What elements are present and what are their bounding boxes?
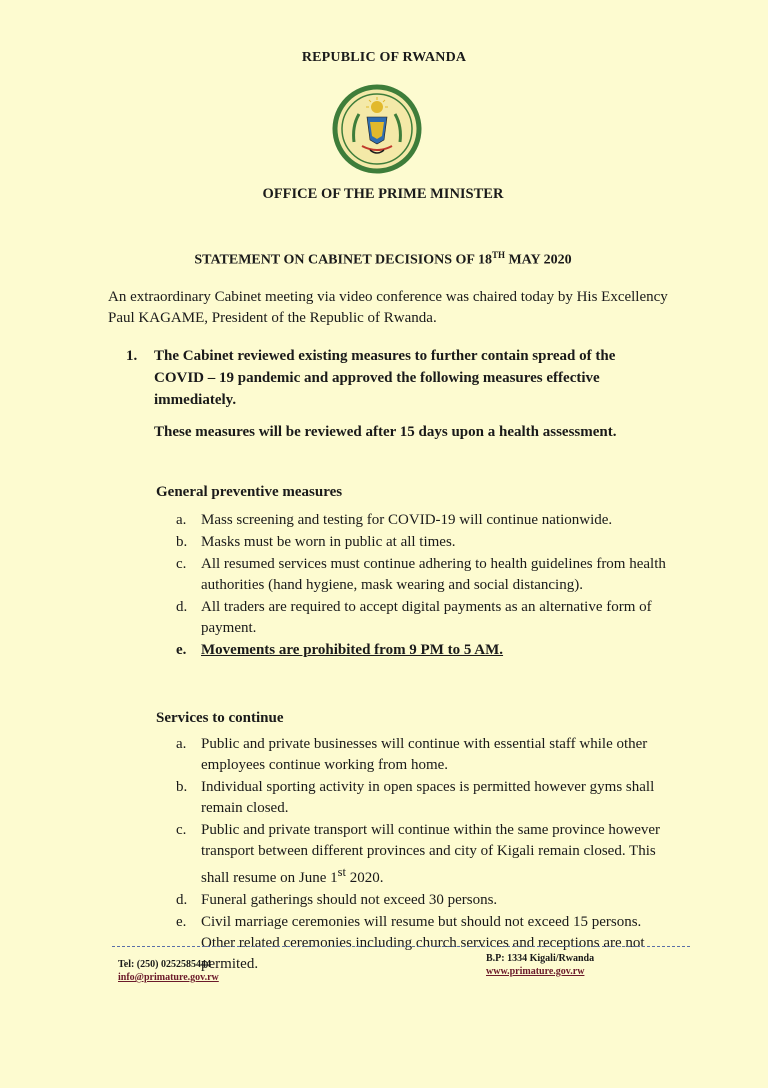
point-text: The Cabinet reviewed existing measures to further contain spread of the COVID – 19 pandemic and approved the following measures effective immediately. <box>154 348 616 408</box>
services-list <box>176 734 666 976</box>
item-text: Public and private transport will continue within the same province however transport between different provinces and city of Kigali remain closed. This shall resume on June 1 <box>201 822 661 886</box>
item-text: Mass screening and testing for COVID-19 will continue nationwide. <box>201 512 613 528</box>
services-heading: Services to continue <box>156 710 284 726</box>
item-letter: a. <box>176 512 187 528</box>
item-letter: c. <box>176 822 187 838</box>
rwanda-coat-of-arms-icon <box>332 84 422 174</box>
point-number: 1. <box>126 348 138 364</box>
footer-website-link[interactable]: www.primature.gov.rw <box>486 966 585 977</box>
item-text: Movements are prohibited from 9 PM to 5 AM. <box>201 642 504 658</box>
list-item <box>176 777 666 819</box>
footer-address <box>486 952 594 978</box>
title-post: MAY 2020 <box>504 252 572 268</box>
list-item <box>176 510 666 531</box>
item-letter: a. <box>176 736 187 752</box>
item-letter: c. <box>176 556 187 572</box>
point-1 <box>126 345 666 411</box>
statement-title <box>0 250 766 269</box>
list-item <box>176 890 666 911</box>
item-letter: e. <box>176 642 187 658</box>
item-text: Civil marriage ceremonies will resume but should not exceed 15 persons. Other related ceremonies including church services and receptions are not permited. <box>201 914 645 972</box>
preventive-heading: General preventive measures <box>156 484 343 500</box>
list-item <box>176 820 666 889</box>
list-item <box>176 597 666 639</box>
office-heading: OFFICE OF THE PRIME MINISTER <box>262 186 504 202</box>
footer-divider <box>112 946 690 947</box>
intro-paragraph: An extraordinary Cabinet meeting via video conference was chaired today by His Excellency Paul KAGAME, President of the Republic of Rwanda. <box>108 289 668 326</box>
item-text: Masks must be worn in public at all times. <box>201 534 456 550</box>
item-text: All traders are required to accept digital payments as an alternative form of payment. <box>201 599 652 636</box>
item-letter: b. <box>176 779 188 795</box>
item-sup: st <box>337 865 346 879</box>
item-text: Individual sporting activity in open spaces is permitted however gyms shall remain closed. <box>201 779 655 816</box>
item-letter: b. <box>176 534 188 550</box>
list-item <box>176 554 666 596</box>
item-letter: e. <box>176 914 187 930</box>
item-text: Funeral gatherings should not exceed 30 persons. <box>201 892 498 908</box>
preventive-list <box>176 510 666 662</box>
review-note: These measures will be reviewed after 15 days upon a health assessment. <box>154 424 617 440</box>
item-text: Public and private businesses will continue with essential staff while other employees continue working from home. <box>201 736 648 773</box>
list-item-highlighted <box>176 640 666 661</box>
title-pre: STATEMENT ON CABINET DECISIONS OF 18 <box>194 252 492 268</box>
footer-tel: Tel: (250) 0252585444 <box>118 959 211 970</box>
title-sup: TH <box>491 250 505 260</box>
list-item <box>176 532 666 553</box>
item-letter: d. <box>176 599 188 615</box>
footer-email-link[interactable]: info@primature.gov.rw <box>118 972 219 983</box>
item-text: All resumed services must continue adhering to health guidelines from health authorities (hand hygiene, mask wearing and social distancing). <box>201 556 666 593</box>
footer-bp: B.P: 1334 Kigali/Rwanda <box>486 953 595 964</box>
republic-heading: REPUBLIC OF RWANDA <box>301 50 467 65</box>
list-item <box>176 734 666 776</box>
footer-contact <box>118 958 219 984</box>
item-letter: d. <box>176 892 188 908</box>
item-text-post: 2020. <box>345 870 384 886</box>
